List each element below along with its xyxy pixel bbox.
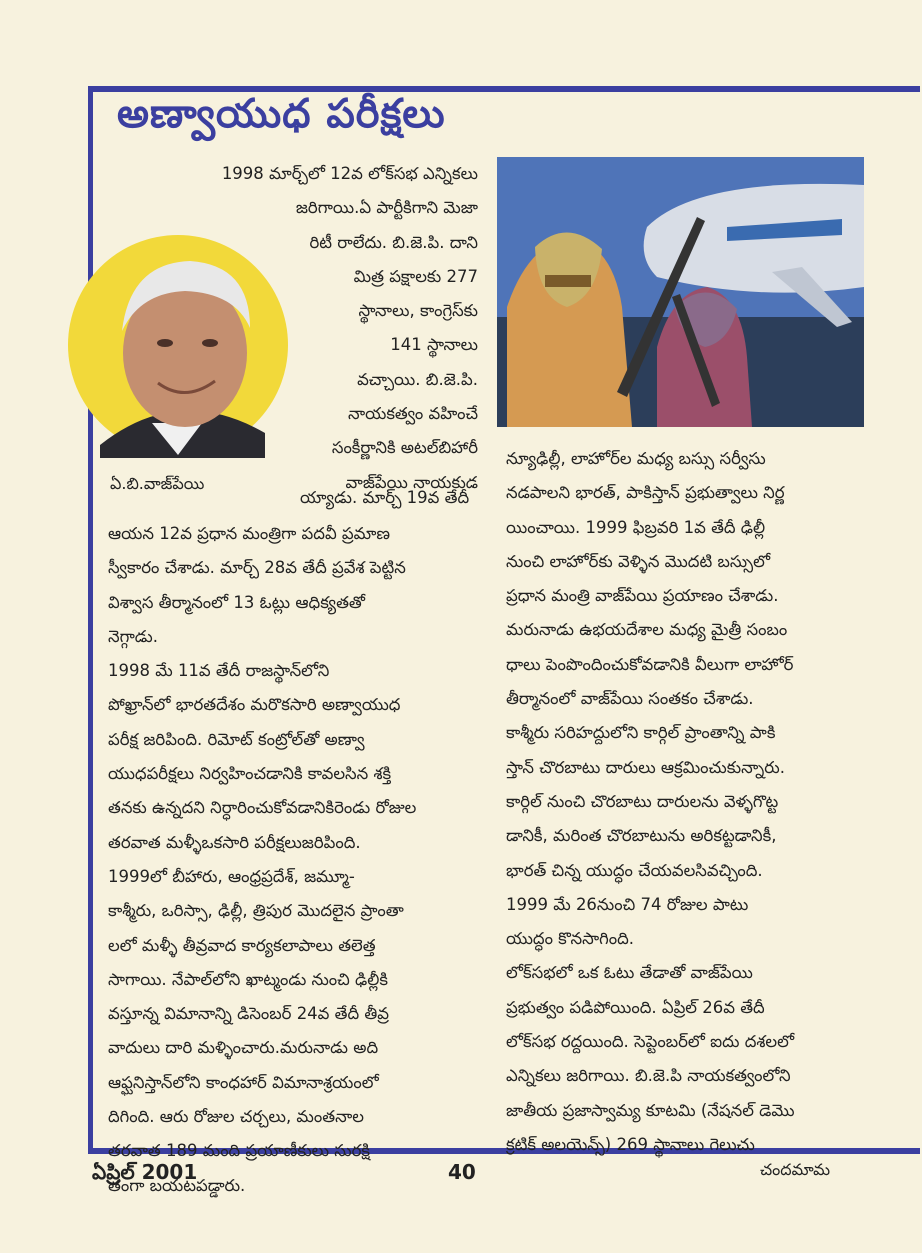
intro-tail-line: య్యాడు. మార్చ్ 19వ తేదీ (300, 488, 470, 507)
page-number: 40 (448, 1160, 476, 1184)
left-column-body: ఆయన 12వ ప్రధాన మంత్రిగా పదవీ ప్రమాణ స్వీకారం చేశాడు. మార్చ్ 28వ తేదీ ప్రవేశ పెట్టిన విశ్వాస తీర్మానంలో 13 ఓట్లు ఆధిక్యతతో నెగ్గాడు. 1998 మే 11వ తేదీ రాజస్థాన్‌లోని పోఖ్రాన్‌లో భారతదేశం మరొకసారి అణ్వాయుధ పరీక్ష జరిపింది. రిమోట్ కంట్రోల్‌తో అణ్వా యుధపరీక్షలు నిర్వహించడానికి కావలసిన శక్తి తనకు ఉన్నదని నిర్ధారించుకోవడానికిరెండు రోజుల తరవాత మళ్ళీఒకసారి పరీక్షలుజరిపింది. 1999లో బీహారు, ఆంధ్రప్రదేశ్, జమ్మూ- కాశ్మీరు, ఒరిస్సా, ఢిల్లీ, త్రిపుర మొదలైన ప్రాంతా లలో మళ్ళీ తీవ్రవాద కార్యకలాపాలు తలెత్త సాగాయి. నేపాల్‌లోని ఖాట్మండు నుంచి ఢిల్లీకి వస్తూన్న విమానాన్ని డిసెంబర్ 24వ తేదీ తీవ్ర వాదులు దారి మళ్ళించారు.మరునాడు అది ఆఫ్ఘనిస్తాన్‌లోని కాంధహార్ విమానాశ్రయంలో దిగింది. ఆరు రోజుల చర్చలు, మంతనాల తరవాత 189 మంది ప్రయాణీకులు సురక్షి తంగా బయటపడ్డారు. (108, 524, 417, 1195)
hijackers-illustration (497, 157, 864, 427)
portrait-caption: ఏ.బి.వాజ్‌పేయి (110, 474, 205, 493)
magazine-name: చందమామ (760, 1160, 831, 1179)
intro-paragraph: 1998 మార్చ్‌లో 12వ లోక్‌సభ ఎన్నికలు జరిగాయి.ఏ పార్టీకిగాని మెజా రిటీ రాలేదు. బి.జె.పి. దాని మిత్ర పక్షాలకు 277 స్థానాలు, కాంగ్రెస్‌కు 141 స్థానాలు వచ్చాయి. బి.జె.పి. నాయకత్వం వహించే సంకీర్ణానికి అటల్‌బిహారీ వాజ్‌పేయి నాయకుడ (221, 164, 478, 492)
article-title: అణ్వాయుధ పరీక్షలు (117, 90, 446, 137)
right-column-body: న్యూఢిల్లీ, లాహోర్‌ల మధ్య బస్సు సర్వీసు నడపాలని భారత్, పాకిస్తాన్ ప్రభుత్వాలు నిర్ణ యించాయి. 1999 ఫిబ్రవరి 1వ తేదీ ఢిల్లీ నుంచి లాహోర్‌కు వెళ్ళిన మొదటి బస్సులో ప్రధాన మంత్రి వాజ్‌పేయి ప్రయాణం చేశాడు. మరునాడు ఉభయదేశాల మధ్య మైత్రీ సంబం ధాలు పెంపొందించుకోవడానికి వీలుగా లాహోర్ తీర్మానంలో వాజ్‌పేయి సంతకం చేశాడు. కాశ్మీరు సరిహద్దులోని కార్గిల్ ప్రాంతాన్ని పాకి స్తాన్ చొరబాటు దారులు ఆక్రమించుకున్నారు. కార్గిల్ నుంచి చొరబాటు దారులను వెళ్ళగొట్ట డానికీ, మరింత చొరబాటును అరికట్టడానికీ, భారత్ చిన్న యుద్ధం చేయవలసివచ్చింది. 1999 మే 26నుంచి 74 రోజుల పాటు యుద్ధం కొనసాగింది. లోక్‌సభలో ఒక ఓటు తేడాతో వాజ్‌పేయి ప్రభుత్వం పడిపోయింది. ఏప్రిల్ 26వ తేదీ లోక్‌సభ రద్దయింది. సెప్టెంబర్‌లో ఐదు దశలలో ఎన్నికలు జరిగాయి. బి.జె.పి నాయకత్వంలోని జాతీయ ప్రజాస్వామ్య కూటమి (నేషనల్ డెమొ క్రటిక్ అలయెన్స్) 269 స్థానాలు గెలుచు (506, 449, 795, 1154)
issue-date: ఏప్రిల్ 2001 (92, 1160, 198, 1184)
